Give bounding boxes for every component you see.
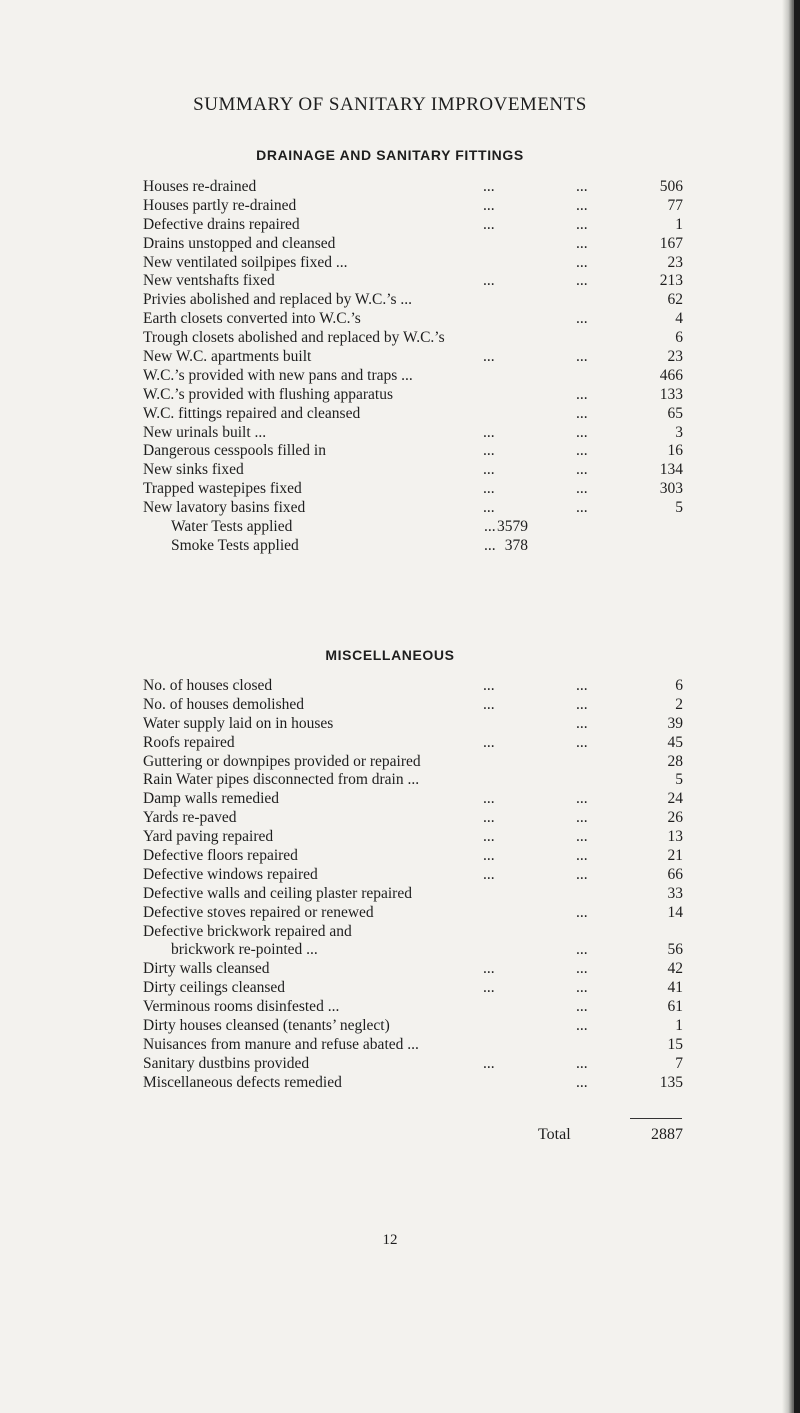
row-leader-dots: ... xyxy=(484,536,496,554)
row-leader-dots: ... xyxy=(483,461,495,479)
row-leader-dots: ... xyxy=(576,442,588,460)
row-value: 16 xyxy=(667,442,683,460)
row-leader-dots: ... xyxy=(576,903,588,921)
row-label: W.C.’s provided with new pans and traps ... xyxy=(143,366,413,384)
total-value: 2887 xyxy=(651,1126,683,1143)
row-leader-dots: ... xyxy=(576,790,588,808)
row-value: 77 xyxy=(667,196,683,214)
row-label: Drains unstopped and cleansed xyxy=(143,234,336,252)
page-edge-strip xyxy=(794,0,800,1413)
table-row xyxy=(143,442,683,461)
row-label: Rain Water pipes disconnected from drain ... xyxy=(143,771,420,789)
row-leader-dots: ... xyxy=(576,714,588,732)
row-label: No. of houses demolished xyxy=(143,695,305,713)
row-value: 33 xyxy=(667,884,683,902)
table-row xyxy=(143,979,683,998)
row-leader-dots: ... xyxy=(576,1054,588,1072)
row-value: 135 xyxy=(659,1073,683,1091)
row-label: New lavatory basins fixed xyxy=(143,499,306,517)
row-label: Defective walls and ceiling plaster repaired xyxy=(143,884,412,902)
row-value: 24 xyxy=(667,790,683,808)
row-label: W.C.’s provided with flushing apparatus xyxy=(143,385,393,403)
table-row xyxy=(143,291,683,310)
row-value: 23 xyxy=(667,348,683,366)
row-label: Houses re-drained xyxy=(143,178,257,195)
row-leader-dots: ... xyxy=(483,733,495,751)
row-leader-dots: ... xyxy=(483,960,495,978)
table-row xyxy=(143,499,683,518)
row-label: Dirty houses cleansed (tenants’ neglect) xyxy=(143,1017,390,1035)
row-value: 14 xyxy=(667,903,683,921)
row-value: 3 xyxy=(675,423,683,441)
row-label: brickwork re-pointed ... xyxy=(171,941,318,959)
row-leader-dots: ... xyxy=(576,215,588,233)
table-row xyxy=(143,771,683,790)
row-label: New urinals built ... xyxy=(143,423,267,441)
row-label: Water supply laid on in houses xyxy=(143,714,334,732)
row-leader-dots: ... xyxy=(483,178,495,195)
row-leader-dots: ... xyxy=(576,272,588,290)
test-row xyxy=(143,537,683,556)
table-row xyxy=(143,254,683,273)
row-leader-dots: ... xyxy=(483,865,495,883)
row-label: Sanitary dustbins provided xyxy=(143,1054,310,1072)
row-label: New ventilated soilpipes fixed ... xyxy=(143,253,348,271)
row-label: Dirty ceilings cleansed xyxy=(143,979,286,997)
row-label: Trapped wastepipes fixed xyxy=(143,480,302,498)
row-label: Defective floors repaired xyxy=(143,847,298,865)
table-row xyxy=(143,461,683,480)
row-value: 15 xyxy=(667,1035,683,1053)
row-value: 65 xyxy=(667,404,683,422)
row-value: 26 xyxy=(667,809,683,827)
row-leader-dots: ... xyxy=(576,423,588,441)
table-row xyxy=(143,866,683,885)
table-row xyxy=(143,715,683,734)
row-leader-dots: ... xyxy=(483,1054,495,1072)
row-leader-dots: ... xyxy=(576,733,588,751)
test-label: Water Tests applied xyxy=(171,518,293,536)
row-leader-dots: ... xyxy=(576,196,588,214)
table-row xyxy=(143,310,683,329)
row-label: Guttering or downpipes provided or repaired xyxy=(143,752,421,770)
row-leader-dots: ... xyxy=(484,518,496,536)
row-leader-dots: ... xyxy=(576,865,588,883)
table-row xyxy=(143,923,683,942)
table-row xyxy=(143,753,683,772)
row-value: 39 xyxy=(667,714,683,732)
table-row xyxy=(143,1055,683,1074)
row-leader-dots: ... xyxy=(483,272,495,290)
row-value: 5 xyxy=(675,499,683,517)
row-value: 45 xyxy=(667,733,683,751)
row-value: 23 xyxy=(667,253,683,271)
row-leader-dots: ... xyxy=(576,828,588,846)
row-value: 28 xyxy=(667,752,683,770)
row-value: 133 xyxy=(659,385,683,403)
table-row xyxy=(143,960,683,979)
test-value: 3579 xyxy=(497,518,528,536)
row-value: 1 xyxy=(675,215,683,233)
page-title: SUMMARY OF SANITARY IMPROVEMENTS xyxy=(193,94,587,115)
row-label: Damp walls remedied xyxy=(143,790,280,808)
section-heading-miscellaneous: MISCELLANEOUS xyxy=(325,647,455,663)
row-label: New sinks fixed xyxy=(143,461,244,479)
row-label: Roofs repaired xyxy=(143,733,235,751)
table-row xyxy=(143,734,683,753)
row-leader-dots: ... xyxy=(576,404,588,422)
section-heading-drainage: DRAINAGE AND SANITARY FITTINGS xyxy=(256,147,524,163)
row-value: 303 xyxy=(659,480,683,498)
row-leader-dots: ... xyxy=(483,677,495,694)
row-label: Houses partly re-drained xyxy=(143,196,297,214)
table-row xyxy=(143,885,683,904)
row-label: Defective drains repaired xyxy=(143,215,300,233)
row-leader-dots: ... xyxy=(483,480,495,498)
row-leader-dots: ... xyxy=(483,828,495,846)
row-leader-dots: ... xyxy=(576,310,588,328)
row-value: 66 xyxy=(667,865,683,883)
row-leader-dots: ... xyxy=(483,348,495,366)
row-leader-dots: ... xyxy=(576,385,588,403)
table-row xyxy=(143,998,683,1017)
table-row xyxy=(143,197,683,216)
row-label: W.C. fittings repaired and cleansed xyxy=(143,404,361,422)
row-leader-dots: ... xyxy=(483,196,495,214)
row-value: 13 xyxy=(667,828,683,846)
row-label: Nuisances from manure and refuse abated ... xyxy=(143,1035,419,1053)
row-leader-dots: ... xyxy=(576,480,588,498)
table-row xyxy=(143,235,683,254)
row-leader-dots: ... xyxy=(483,790,495,808)
row-leader-dots: ... xyxy=(483,979,495,997)
row-value: 4 xyxy=(675,310,683,328)
table-row xyxy=(143,696,683,715)
table-row xyxy=(143,272,683,291)
row-label: Verminous rooms disinfested ... xyxy=(143,998,340,1016)
row-leader-dots: ... xyxy=(483,442,495,460)
table-row xyxy=(143,790,683,809)
row-leader-dots: ... xyxy=(576,234,588,252)
row-value: 506 xyxy=(659,178,683,195)
row-label: Privies abolished and replaced by W.C.’s ... xyxy=(143,291,413,309)
total-label: Total xyxy=(538,1126,571,1143)
row-leader-dots: ... xyxy=(576,960,588,978)
row-label: New W.C. apartments built xyxy=(143,348,312,366)
table-row xyxy=(143,424,683,443)
row-leader-dots: ... xyxy=(576,1073,588,1091)
row-leader-dots: ... xyxy=(576,998,588,1016)
test-label: Smoke Tests applied xyxy=(171,536,299,554)
row-label: Defective stoves repaired or renewed xyxy=(143,903,374,921)
row-value: 56 xyxy=(667,941,683,959)
row-leader-dots: ... xyxy=(576,499,588,517)
row-leader-dots: ... xyxy=(576,677,588,694)
test-value: 378 xyxy=(504,536,528,554)
table-row xyxy=(143,367,683,386)
row-value: 134 xyxy=(659,461,683,479)
table-row xyxy=(143,1036,683,1055)
table-row xyxy=(143,405,683,424)
table-row xyxy=(143,1017,683,1036)
row-value: 7 xyxy=(675,1054,683,1072)
row-leader-dots: ... xyxy=(483,423,495,441)
test-row xyxy=(143,518,683,537)
row-leader-dots: ... xyxy=(483,847,495,865)
row-value: 213 xyxy=(659,272,683,290)
total-rule xyxy=(630,1118,682,1119)
row-label: Trough closets abolished and replaced by W.C.’s xyxy=(143,329,445,347)
table-row xyxy=(143,348,683,367)
row-leader-dots: ... xyxy=(483,809,495,827)
row-leader-dots: ... xyxy=(576,979,588,997)
table-row xyxy=(143,480,683,499)
row-label: Yards re-paved xyxy=(143,809,237,827)
row-leader-dots: ... xyxy=(576,695,588,713)
row-leader-dots: ... xyxy=(576,253,588,271)
row-label: Yard paving repaired xyxy=(143,828,274,846)
row-value: 41 xyxy=(667,979,683,997)
row-label: Earth closets converted into W.C.’s xyxy=(143,310,361,328)
row-value: 6 xyxy=(675,329,683,347)
row-leader-dots: ... xyxy=(576,348,588,366)
table-row xyxy=(143,178,683,197)
row-label: No. of houses closed xyxy=(143,677,273,694)
row-value: 167 xyxy=(659,234,683,252)
row-value: 5 xyxy=(675,771,683,789)
row-label: Miscellaneous defects remedied xyxy=(143,1073,342,1091)
table-row xyxy=(143,904,683,923)
table-row xyxy=(143,828,683,847)
row-leader-dots: ... xyxy=(576,1017,588,1035)
table-row xyxy=(143,329,683,348)
row-label: New ventshafts fixed xyxy=(143,272,275,290)
table-row xyxy=(143,216,683,235)
row-value: 466 xyxy=(659,366,683,384)
row-value: 42 xyxy=(667,960,683,978)
row-value: 1 xyxy=(675,1017,683,1035)
row-value: 6 xyxy=(675,677,683,694)
row-value: 2 xyxy=(675,695,683,713)
row-value: 21 xyxy=(667,847,683,865)
drainage-table xyxy=(143,178,683,556)
row-leader-dots: ... xyxy=(483,499,495,517)
table-row xyxy=(143,677,683,696)
table-row xyxy=(143,847,683,866)
row-leader-dots: ... xyxy=(576,941,588,959)
row-leader-dots: ... xyxy=(483,695,495,713)
table-row xyxy=(143,386,683,405)
table-row xyxy=(143,1074,683,1093)
row-leader-dots: ... xyxy=(576,178,588,195)
miscellaneous-table xyxy=(143,677,683,1093)
row-leader-dots: ... xyxy=(576,461,588,479)
row-value: 62 xyxy=(667,291,683,309)
row-label: Dangerous cesspools filled in xyxy=(143,442,326,460)
row-label: Defective windows repaired xyxy=(143,865,318,883)
table-row xyxy=(143,941,683,960)
table-row xyxy=(143,809,683,828)
row-label: Dirty walls cleansed xyxy=(143,960,270,978)
row-leader-dots: ... xyxy=(576,809,588,827)
row-value: 61 xyxy=(667,998,683,1016)
row-label: Defective brickwork repaired and xyxy=(143,922,352,940)
row-leader-dots: ... xyxy=(483,215,495,233)
row-leader-dots: ... xyxy=(576,847,588,865)
page-number: 12 xyxy=(382,1232,398,1248)
